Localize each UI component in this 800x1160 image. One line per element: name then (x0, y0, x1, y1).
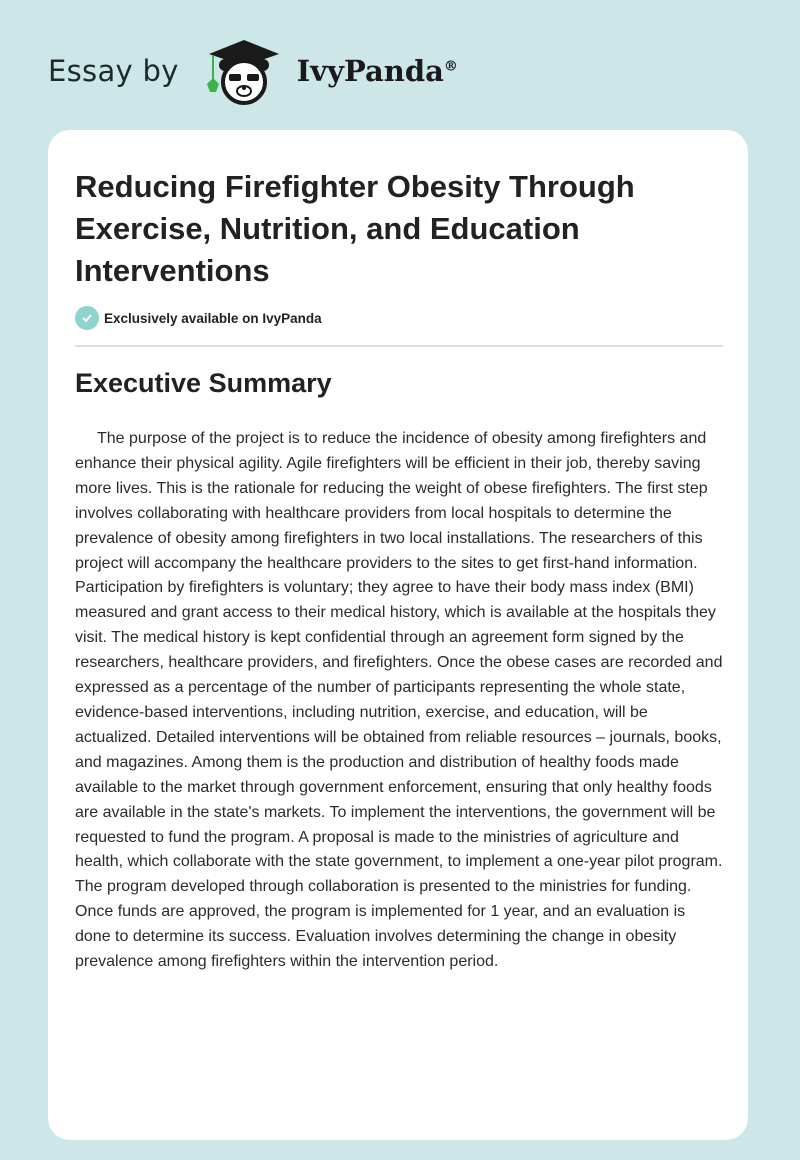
page-title: Reducing Firefighter Obesity Through Exercise, Nutrition, and Education Interventions (75, 169, 635, 288)
section-heading: Executive Summary (75, 368, 332, 398)
brand-text: IvyPanda (296, 54, 444, 88)
check-icon (75, 306, 99, 330)
panda-logo-icon (199, 36, 289, 106)
essay-card (48, 130, 748, 1140)
site-header (48, 36, 458, 106)
registered-mark: ® (443, 58, 458, 75)
body-paragraph: The purpose of the project is to reduce the incidence of obesity among firefighters and enhance their physical agility. Agile firefighters will be efficient in their job, thereby saving more lives. This is the rationale for reducing the weight of obese firefighters. The first step involves collaborating with healthcare providers from local hospitals to determine the prevalence of obesity among firefighters in two local installations. The researchers of this project will accompany the healthcare providers to the sites to get first-hand information. Participation by firefighters is voluntary; they agree to have their body mass index (BMI) measured and grant access to their medical history, which is available at the hospitals they visit. The medical history is kept confidential through an agreement form signed by the researchers, healthcare providers, and firefighters. Once the obese cases are recorded and expressed as a percentage of the number of participants representing the whole state, evidence-based interventions, including nutrition, exercise, and education, will be actualized. Detailed interventions will be obtained from reliable resources – journals, books, and magazines. Among them is the production and distribution of healthy foods made available to the market through government enforcement, ensuring that only healthy foods are available in the state's markets. To implement the interventions, the government will be requested to fund the program. A proposal is made to the ministries of agriculture and health, which collaborate with the state government, to implement a one-year pilot program. The program developed through collaboration is presented to the ministries for funding. Once funds are approved, the program is implemented for 1 year, and an evaluation is done to determine its success. Evaluation involves determining the change in obesity prevalence among firefighters within the intervention period. (75, 430, 723, 971)
brand-name[interactable] (297, 54, 458, 88)
divider (75, 345, 723, 347)
badge-text: Exclusively available on IvyPanda (104, 310, 322, 326)
essay-by-label: Essay by (48, 54, 179, 88)
exclusive-badge (75, 306, 322, 330)
